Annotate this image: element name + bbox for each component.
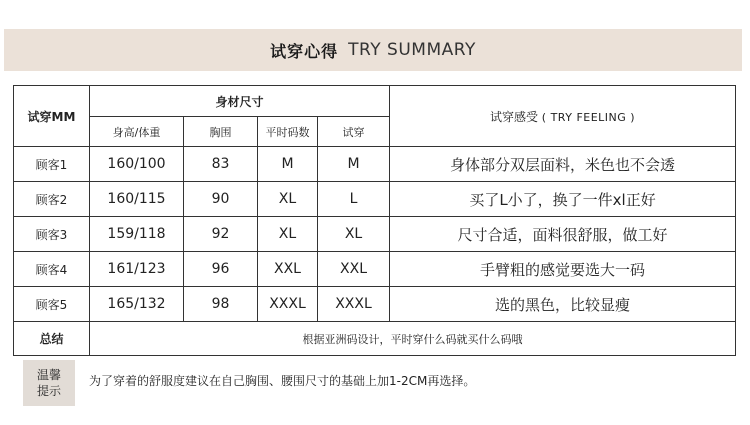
usual-size: XL xyxy=(258,217,318,252)
title-banner xyxy=(4,29,742,71)
bust: 96 xyxy=(184,252,258,287)
usual-size: XL xyxy=(258,182,318,217)
header-usual-size: 平时码数 xyxy=(258,117,318,147)
summary-row xyxy=(14,322,736,356)
height-weight: 160/115 xyxy=(90,182,184,217)
customer-name: 顾客2 xyxy=(14,182,90,217)
customer-name: 顾客4 xyxy=(14,252,90,287)
banner-title: 试穿心得 xyxy=(270,41,339,61)
bust: 83 xyxy=(184,147,258,182)
header-feeling-cn: 试穿感受 xyxy=(489,109,538,124)
table-row xyxy=(14,217,736,252)
tried-size: M xyxy=(318,147,390,182)
feeling: 身体部分双层面料，米色也不会透 xyxy=(390,147,736,182)
usual-size: XXXL xyxy=(258,287,318,322)
tip-text: 为了穿着的舒服度建议在自己胸围、腰围尺寸的基础上加1-2CM再选择。 xyxy=(89,374,476,388)
header-tried: 试穿 xyxy=(318,117,390,147)
usual-size: XXL xyxy=(258,252,318,287)
try-summary-table xyxy=(13,85,736,356)
table-row xyxy=(14,287,736,322)
tried-size: XL xyxy=(318,217,390,252)
height-weight: 160/100 xyxy=(90,147,184,182)
header-bust: 胸围 xyxy=(184,117,258,147)
tried-size: XXXL xyxy=(318,287,390,322)
table-row xyxy=(14,252,736,287)
bust: 98 xyxy=(184,287,258,322)
feeling: 买了L小了，换了一件xl正好 xyxy=(390,182,736,217)
customer-name: 顾客5 xyxy=(14,287,90,322)
feeling: 手臂粗的感觉要选大一码 xyxy=(390,252,736,287)
feeling: 尺寸合适，面料很舒服，做工好 xyxy=(390,217,736,252)
tip-badge-line1: 温馨 xyxy=(36,368,61,382)
tried-size: XXL xyxy=(318,252,390,287)
height-weight: 159/118 xyxy=(90,217,184,252)
height-weight: 161/123 xyxy=(90,252,184,287)
header-feeling xyxy=(390,86,736,147)
customer-name: 顾客3 xyxy=(14,217,90,252)
tried-size: L xyxy=(318,182,390,217)
usual-size: M xyxy=(258,147,318,182)
bust: 92 xyxy=(184,217,258,252)
table-row xyxy=(14,182,736,217)
feeling: 选的黑色，比较显瘦 xyxy=(390,287,736,322)
header-tester: 试穿MM xyxy=(14,86,90,147)
header-body-size: 身材尺寸 xyxy=(90,86,390,117)
header-feeling-en: ( TRY FEELING ) xyxy=(541,110,636,124)
tip-badge-line2: 提示 xyxy=(36,384,61,398)
tip-badge xyxy=(23,360,75,406)
customer-name: 顾客1 xyxy=(14,147,90,182)
bust: 90 xyxy=(184,182,258,217)
height-weight: 165/132 xyxy=(90,287,184,322)
summary-text: 根据亚洲码设计，平时穿什么码就买什么码哦 xyxy=(90,322,736,356)
table-row xyxy=(14,147,736,182)
header-height-weight: 身高/体重 xyxy=(90,117,184,147)
summary-label: 总结 xyxy=(14,322,90,356)
banner-subtitle: TRY SUMMARY xyxy=(348,40,476,60)
